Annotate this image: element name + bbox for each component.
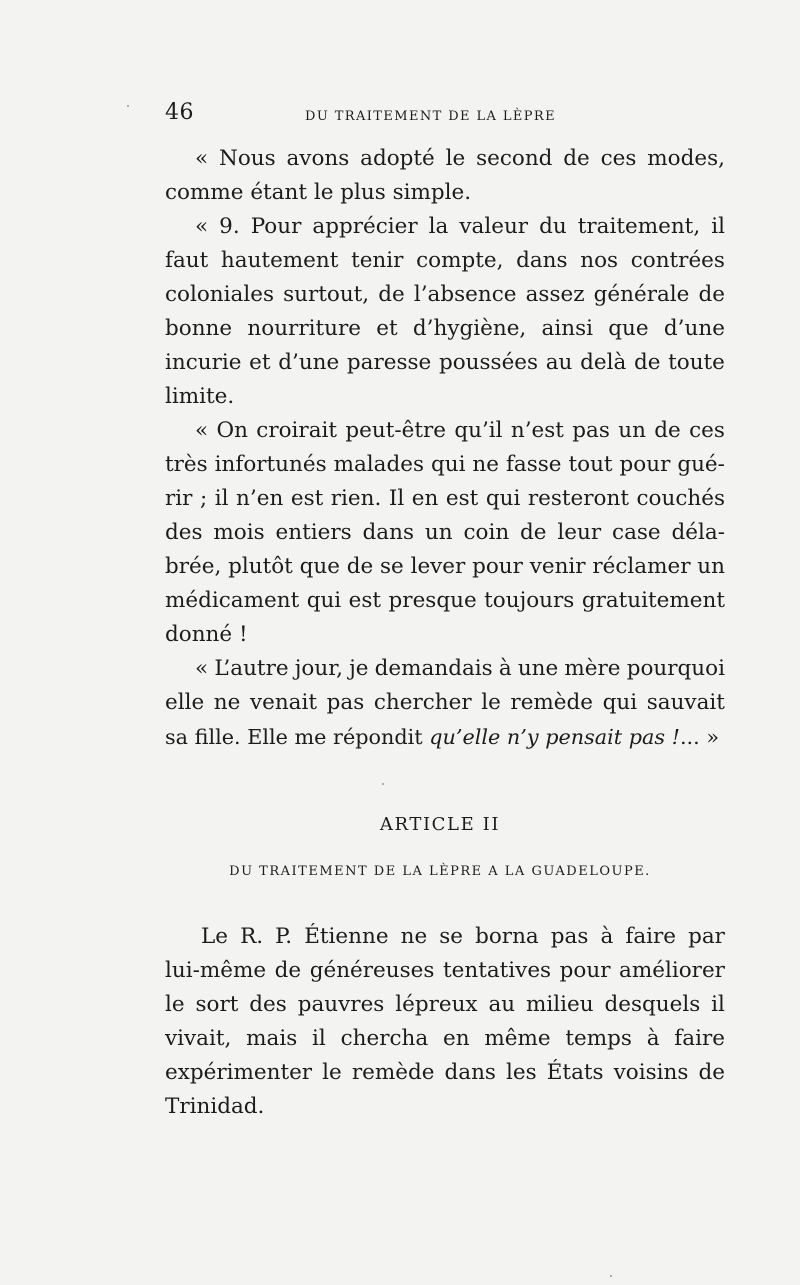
word: Il [388,486,405,511]
word: plutôt [228,554,293,579]
word: la [428,214,449,239]
word: des [165,520,203,545]
word: tentatives [442,958,552,983]
word: Étienne [304,924,389,949]
word: qui [602,690,638,715]
word: P. [275,924,293,949]
word: le [322,1060,342,1085]
quoted-reply: qu’elle n’y pensait pas ! [429,725,680,749]
word: gratuitement [581,588,725,613]
page-header [165,100,725,130]
word: il [214,486,229,511]
text-line: donné ! [165,622,248,647]
text-line [165,920,725,954]
word: 9. [219,214,240,239]
text-line [165,346,725,380]
word: un [618,418,646,443]
word: demandais [374,656,493,681]
word: « [195,656,209,681]
word: réclamer [592,554,691,579]
word: « [195,214,209,239]
word: en [411,486,439,511]
word: coin [463,520,510,545]
word: apprécier [312,214,418,239]
text-line [165,244,725,278]
word: chercher [373,690,472,715]
article-subtitle: DU TRAITEMENT DE LA LÈPRE A LA GUADELOUPE. [229,864,651,879]
word: On [216,418,248,443]
word: elle [165,690,205,715]
word: un [424,520,453,545]
word: du [539,214,567,239]
text-line [165,1056,725,1090]
word: R. [240,924,264,949]
word: dans [516,248,568,273]
word: venait [249,690,318,715]
word: est [445,486,479,511]
text-line [165,278,725,312]
word: le [481,690,501,715]
word: vivait, [165,1026,232,1051]
word: que [608,316,649,341]
word: au [488,992,516,1017]
quote-prefix: sa fille. Elle me répondit [165,725,430,749]
word: presque [388,588,477,613]
word: coloniales [165,282,274,307]
word: médicament [165,588,300,613]
word: se [380,554,404,579]
print-speck [127,105,129,107]
word: de [633,350,661,375]
word: États [546,1060,604,1085]
word: temps [565,1026,632,1051]
word: nourriture [247,316,361,341]
word: qui [306,588,342,613]
word: second [476,146,553,171]
word: qui [430,452,466,477]
word: traitement, [577,214,701,239]
word: malades [333,452,425,477]
text-line [165,142,725,176]
word: en [442,1026,470,1051]
word: couchés [636,486,725,511]
word: lever [410,554,466,579]
word: de [698,1060,725,1085]
word: est [290,486,324,511]
word: pour [472,554,523,579]
word: brée, [165,554,222,579]
word: les [506,1060,537,1085]
word: l’absence [413,282,517,307]
word: paresse [346,350,432,375]
word: infortunés [214,452,327,477]
word: ; [199,486,208,511]
page-number: 46 [165,100,194,125]
word: desquels [604,992,701,1017]
word: valeur [459,214,529,239]
word: est [348,588,382,613]
word: un [697,554,725,579]
word: à [498,656,512,681]
word: hautement [220,248,339,273]
word: très [165,452,208,477]
word: de [654,418,681,443]
word: de [274,958,302,983]
word: pas [326,690,365,715]
word: mais [246,1026,298,1051]
word: d’hygiène, [412,316,527,341]
word: le [445,146,466,171]
word: ainsi [541,316,593,341]
word: tout [568,452,613,477]
word: assez [525,282,585,307]
word: Le [201,924,229,949]
word: et [249,350,271,375]
text-line [165,954,725,988]
text-line [165,652,725,686]
word: surtout, [283,282,370,307]
word: d’une [278,350,340,375]
word: toujours [484,588,575,613]
word: tenir [351,248,404,273]
word: jour, [294,656,343,681]
text-line [165,312,725,346]
word: L’autre [214,656,289,681]
word: nos [580,248,619,273]
word: faut [165,248,209,273]
word: dans [444,1060,496,1085]
word: expérimenter [165,1060,313,1085]
word: mère [564,656,621,681]
word: modes, [647,146,725,171]
word: je [349,656,369,681]
word: bonne [165,316,233,341]
word: de [698,282,725,307]
word: et [376,316,398,341]
word: le [165,992,185,1017]
text-line: comme étant le plus simple. [165,180,472,205]
word: pas [550,924,589,949]
body-text-section-2 [165,920,725,1124]
word: lui-même [165,958,267,983]
word: avons [286,146,350,171]
word: ces [689,418,725,443]
word: voisins [613,1060,689,1085]
word: d’une [663,316,725,341]
word: mois [213,520,265,545]
word: de [520,520,547,545]
word: faire [625,924,677,949]
word: à [646,1026,660,1051]
word: pas [572,418,610,443]
word: sort [195,992,239,1017]
word: pour [619,452,671,477]
word: rien. [330,486,382,511]
word: Pour [250,214,302,239]
word: entiers [275,520,352,545]
word: améliorer [619,958,725,983]
word: croirait [256,418,338,443]
word: n’est [510,418,564,443]
word: même [484,1026,551,1051]
quote-suffix: ... » [679,725,720,749]
text-line [165,1022,725,1056]
article-heading: ARTICLE II [379,814,501,835]
text-line: limite. [165,384,235,409]
word: pourquoi [626,656,725,681]
word: remède [510,690,594,715]
word: au [545,350,573,375]
word: sauvait [646,690,725,715]
word: gué- [677,452,725,477]
word: se [439,924,464,949]
word: faire [674,1026,725,1051]
text-line [165,414,725,448]
running-title: DU TRAITEMENT DE LA LÈPRE [305,109,556,124]
word: ne [472,452,499,477]
word: qu’il [454,418,503,443]
text-line [165,550,725,584]
text-line [165,584,725,618]
word: qui [485,486,521,511]
word: de [378,282,405,307]
word: contrées [630,248,725,273]
word: leur [557,520,602,545]
word: lépreux [395,992,478,1017]
text-line [165,448,725,482]
word: peut-être [345,418,446,443]
word: toute [668,350,725,375]
word: resteront [527,486,629,511]
word: ne [213,690,241,715]
print-speck [382,783,384,785]
word: de [563,146,590,171]
text-line [165,210,725,244]
word: par [688,924,725,949]
word: « [195,418,209,443]
word: incurie [165,350,242,375]
word: générale [593,282,690,307]
text-line-with-quote [165,720,725,754]
word: poussées [438,350,539,375]
word: généreuses [309,958,435,983]
text-line [165,686,725,720]
body-text-section-1 [165,142,725,754]
word: il [711,214,725,239]
word: n’en [236,486,284,511]
word: venir [529,554,586,579]
word: il [312,1026,326,1051]
word: ne [400,924,428,949]
word: « [195,146,209,171]
word: Nous [219,146,276,171]
word: une [517,656,559,681]
word: à [600,924,614,949]
word: il [711,992,725,1017]
word: compte, [416,248,504,273]
word: pauvres [297,992,385,1017]
word: de [346,554,374,579]
word: borna [475,924,539,949]
word: déla- [671,520,725,545]
word: case [612,520,661,545]
text-line [165,988,725,1022]
print-speck [610,1275,612,1277]
text-line [165,516,725,550]
word: ces [600,146,637,171]
word: fasse [505,452,562,477]
word: pour [559,958,611,983]
text-line: Trinidad. [165,1094,265,1119]
word: que [299,554,340,579]
word: rir [165,486,193,511]
word: dans [362,520,414,545]
word: chercha [340,1026,429,1051]
word: des [249,992,287,1017]
word: remède [351,1060,435,1085]
word: delà [580,350,627,375]
word: adopté [360,146,435,171]
text-line [165,482,725,516]
word: milieu [526,992,594,1017]
